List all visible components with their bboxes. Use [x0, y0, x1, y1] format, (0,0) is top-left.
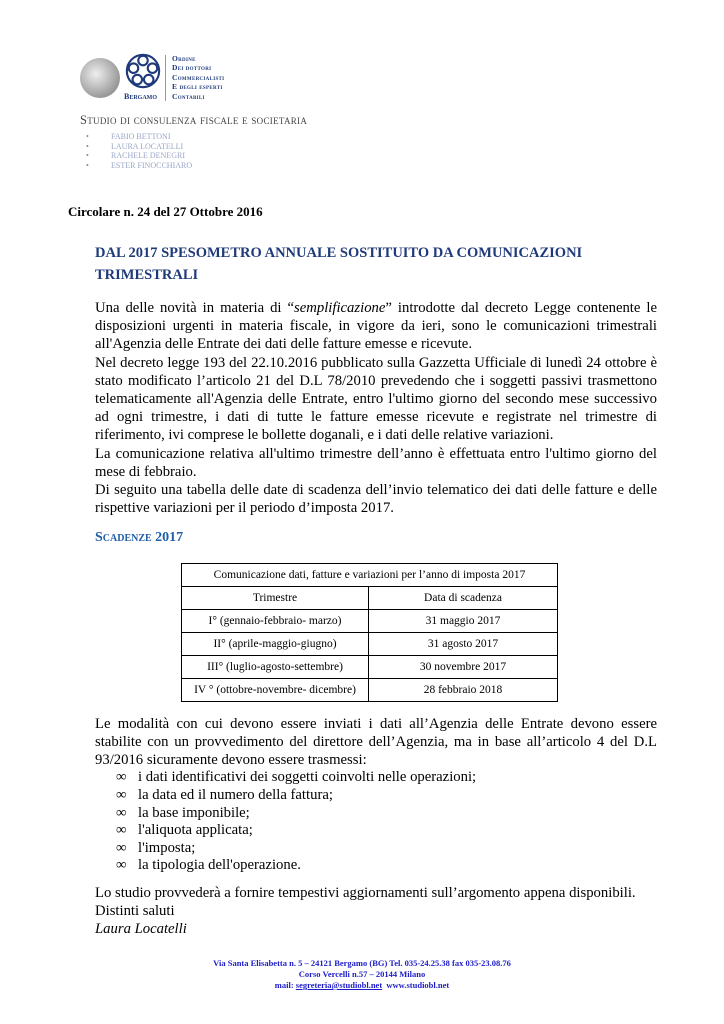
order-line: Contabili — [172, 91, 205, 101]
list-item: ∞ l'imposta; — [116, 839, 196, 856]
main-content — [95, 242, 657, 1001]
list-item: ∞ la data ed il numero della fattura; — [116, 787, 333, 804]
paragraph: Di seguito una tabella delle date di scadenza dell’invio telematico dei dati delle fatture e delle rispettive variazioni per il periodo d’imposta 2017. — [95, 482, 657, 517]
footer-address-milano: Corso Vercelli n.57 – 20144 Milano — [298, 969, 426, 979]
order-line: E degli esperti — [172, 82, 223, 92]
list-item: ∞ i dati identificativi dei soggetti coinvolti nelle operazioni; — [116, 769, 477, 786]
paragraph: Una delle novità in materia di “semplificazione” introdotte dal decreto Legge contenente le disposizioni urgenti in materia fiscale, in vigore da ieri, sono le comunicazioni trimestrali all'Agenzia delle Entrate dei dati delle fatture emesse e ricevute. — [95, 300, 657, 353]
table-row: II° (aprile-maggio-giugno) 31 agosto 2017 — [182, 633, 558, 656]
order-line: Dei dottori — [172, 63, 212, 73]
logo-city: Bergamo — [124, 92, 158, 101]
table-header: Trimestre Data di scadenza — [182, 587, 558, 610]
body-text — [95, 299, 657, 517]
circular-number: Circolare n. 24 del 27 Ottobre 2016 — [68, 204, 263, 219]
partner-item: • LAURA LOCATELLI — [86, 141, 184, 151]
data-list — [116, 769, 657, 875]
partner-item: • ESTER FINOCCHIARO — [86, 160, 193, 170]
document-title: DAL 2017 SPESOMETRO ANNUALE SOSTITUITO DA COMUNICAZIONI TRIMESTRALI — [95, 245, 583, 283]
table-row: IV ° (ottobre-novembre- dicembre) 28 febbraio 2018 — [182, 679, 558, 702]
studio-name: Studio di consulenza fiscale e societaria — [80, 113, 308, 127]
table-row: I° (gennaio-febbraio- marzo) 31 maggio 2017 — [182, 610, 558, 633]
deadlines-table — [181, 563, 558, 702]
paragraph: La comunicazione relativa all'ultimo trimestre dell’anno è effettuata entro l'ultimo giorno del mese di febbraio. — [95, 445, 657, 480]
order-line: Ordine — [172, 54, 196, 63]
email-link[interactable]: segreteria@studiobl.net — [295, 980, 383, 990]
footer — [0, 958, 724, 991]
list-item: ∞ la base imponibile; — [116, 804, 250, 821]
website-link[interactable]: www.studiobl.net — [386, 980, 450, 990]
table-row: III° (luglio-agosto-settembre) 30 novembre 2017 — [182, 656, 558, 679]
odcec-logo — [124, 52, 162, 90]
paragraph: Nel decreto legge 193 del 22.10.2016 pubblicato sulla Gazzetta Ufficiale di lunedì 24 ottobre è stato modificato l’articolo 21 del D.L 78/2010 prevedendo che i soggetti passivi trasmettono telematicamente all'Agenzia delle Entrate, entro l'ultimo giorno del secondo mese successivo ad ogni trimestre, i dati di tutte le fatture emesse ricevute e registrate nel trimestre di riferimento, ivi comprese le bollette doganali, e i dati delle relative variazioni. — [95, 354, 657, 444]
closing — [95, 884, 657, 938]
paragraph: Le modalità con cui devono essere inviati i dati all’Agenzia delle Entrate devono essere stabilite con un provvedimento del direttore dell’Agenzia, ma in base all’articolo 4 del D.L 93/2016 sicuramente devono essere trasmessi: — [95, 716, 657, 769]
logo-divider — [165, 55, 166, 101]
closing-text: Lo studio provvederà a fornire tempestivi aggiornamenti sull’argomento appena disponibili. — [95, 885, 636, 901]
footer-contacts: mail: segreteria@studiobl.net www.studiobl.net — [274, 980, 450, 990]
partner-item: • FABIO BETTONI — [86, 132, 171, 141]
order-line: Commercialisti — [172, 72, 225, 82]
section-heading: Scadenze 2017 — [95, 530, 184, 546]
footer-address: Via Santa Elisabetta n. 5 – 24121 Bergamo (BG) Tel. 035-24.25.38 fax 035-23.08.76 — [213, 958, 511, 968]
seal-logo — [80, 58, 120, 98]
partner-list — [86, 132, 192, 170]
partner-item: • RACHELE DENEGRI — [86, 151, 185, 161]
table-caption: Comunicazione dati, fatture e variazioni per l’anno di imposta 2017 — [182, 564, 558, 587]
list-item: ∞ l'aliquota applicata; — [116, 822, 253, 839]
order-name — [172, 54, 224, 101]
greeting: Distinti saluti — [95, 903, 175, 919]
signature: Laura Locatelli — [95, 921, 187, 937]
list-item: ∞ la tipologia dell'operazione. — [116, 857, 301, 874]
